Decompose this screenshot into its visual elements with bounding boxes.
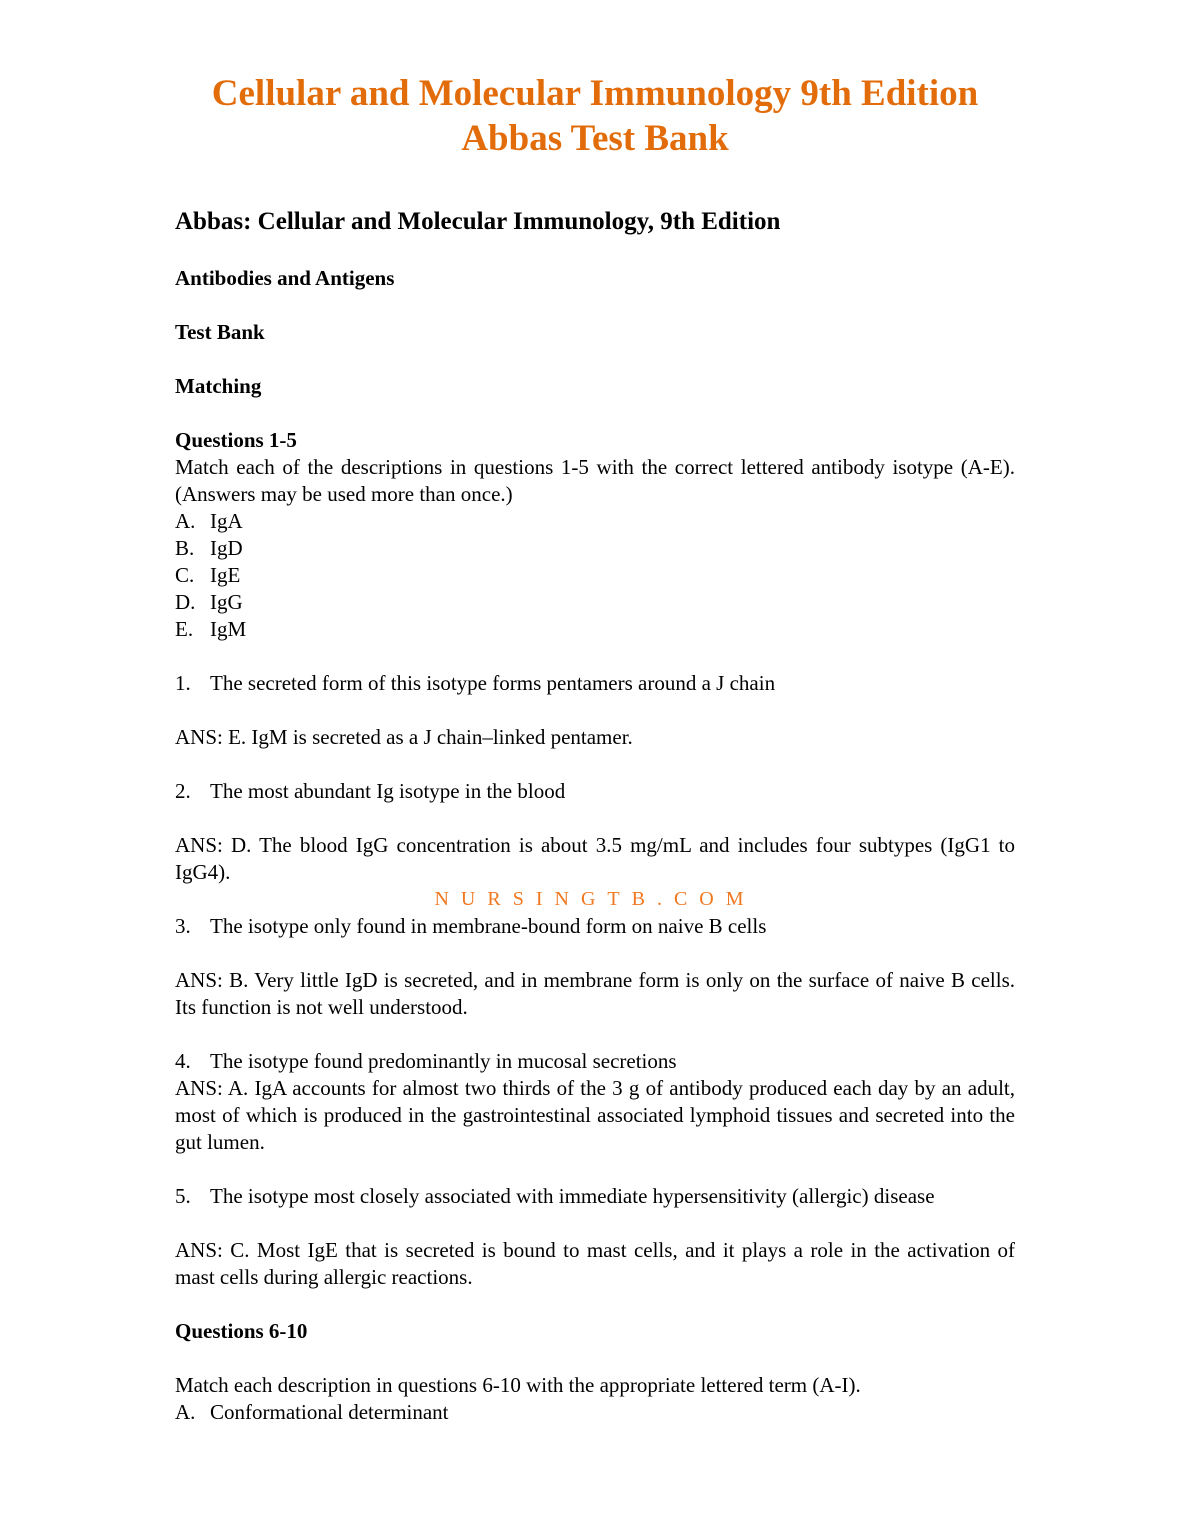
answer-3: ANS: B. Very little IgD is secreted, and in membrane form is only on the surface of naive B cells. Its function is not well understood.	[175, 968, 1015, 1019]
group2-instructions: Match each description in questions 6-10 with the appropriate lettered term (A-I).	[175, 1373, 861, 1397]
document-title-line2: Abbas Test Bank	[461, 118, 729, 159]
question-3: 3. The isotype only found in membrane-bound form on naive B cells	[175, 914, 767, 938]
group2-label: Questions 6-10	[175, 1319, 308, 1343]
question-5: 5. The isotype most closely associated with immediate hypersensitivity (allergic) disease	[175, 1184, 935, 1208]
option: D. IgG	[175, 590, 243, 614]
document-body	[175, 206, 1015, 1426]
option: B. IgD	[175, 536, 243, 560]
book-heading: Abbas: Cellular and Molecular Immunology, 9th Edition	[175, 208, 781, 235]
document-title	[0, 0, 1190, 161]
question-type: Matching	[175, 374, 262, 398]
section-title: Test Bank	[175, 320, 265, 344]
watermark: NURSINGTB.COM	[434, 888, 756, 910]
answer-4: ANS: A. IgA accounts for almost two thirds of the 3 g of antibody produced each day by an adult, most of which is produced in the gastrointestinal associated lymphoid tissues and secreted into the gut lumen.	[175, 1076, 1015, 1154]
option: A. Conformational determinant	[175, 1400, 449, 1424]
option: C. IgE	[175, 563, 241, 587]
question-2: 2. The most abundant Ig isotype in the blood	[175, 779, 566, 803]
answer-2: ANS: D. The blood IgG concentration is about 3.5 mg/mL and includes four subtypes (IgG1 to IgG4).	[175, 833, 1015, 884]
question-4: 4. The isotype found predominantly in mucosal secretions	[175, 1049, 677, 1073]
group1-label: Questions 1-5	[175, 428, 297, 452]
option: A. IgA	[175, 509, 243, 533]
document-title-line1: Cellular and Molecular Immunology 9th Edition	[211, 73, 979, 114]
question-1: 1. The secreted form of this isotype forms pentamers around a J chain	[175, 671, 776, 695]
group1-instructions: Match each of the descriptions in questions 1-5 with the correct lettered antibody isotype (A-E). (Answers may be used more than once.)	[175, 455, 1015, 506]
chapter-title: Antibodies and Antigens	[175, 266, 395, 290]
answer-1: ANS: E. IgM is secreted as a J chain–linked pentamer.	[175, 725, 633, 749]
group1-options	[175, 508, 1015, 643]
option: E. IgM	[175, 617, 247, 641]
answer-5: ANS: C. Most IgE that is secreted is bound to mast cells, and it plays a role in the activation of mast cells during allergic reactions.	[175, 1238, 1015, 1289]
